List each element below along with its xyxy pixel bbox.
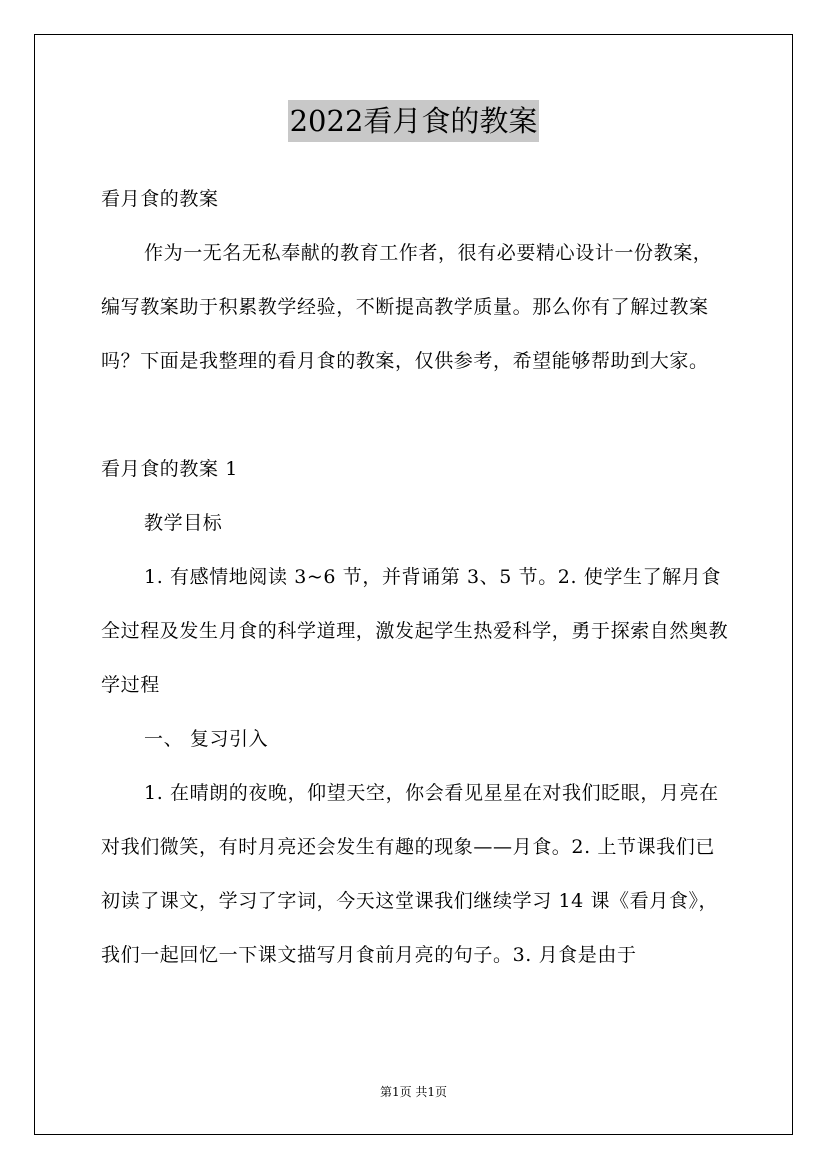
page-footer <box>0 1084 827 1100</box>
paragraph-subtitle: 看月食的教案 <box>101 188 219 210</box>
paragraph-intro: 作为一无名无私奉献的教育工作者，很有必要精心设计一份教案，编写教案助于积累教学经验，不断提高教学质量。那么你有了解过教案吗？下面是我整理的看月食的教案，仅供参考，希望能够帮助到大家。 <box>101 242 713 372</box>
paragraph-teaching-goals: 教学目标 <box>144 512 223 534</box>
page-number-label: 第1页 共1页 <box>379 1085 448 1099</box>
paragraph-review-heading: 一、 复习引入 <box>144 728 269 750</box>
paragraph-goals-list: 1. 有感情地阅读 3~6 节，并背诵第 3、5 节。2. 使学生了解月食全过程及发生月食的科学道理，激发起学生热爱科学，勇于探索自然奥教学过程 <box>101 566 729 696</box>
document-title: 2022看月食的教案 <box>288 100 540 142</box>
document-body <box>101 172 729 982</box>
paragraph-section-heading: 看月食的教案 1 <box>101 458 238 480</box>
title-container <box>0 100 827 142</box>
paragraph-review-body: 1. 在晴朗的夜晚，仰望天空，你会看见星星在对我们眨眼，月亮在对我们微笑，有时月亮还会发生有趣的现象——月食。2. 上节课我们已初读了课文，学习了字词，今天这堂课我们继续学习 14 课《看月食》，我们一起回忆一下课文描写月食前月亮的句子。3. 月食是由于 <box>101 782 719 966</box>
paragraph-gap <box>101 388 729 442</box>
